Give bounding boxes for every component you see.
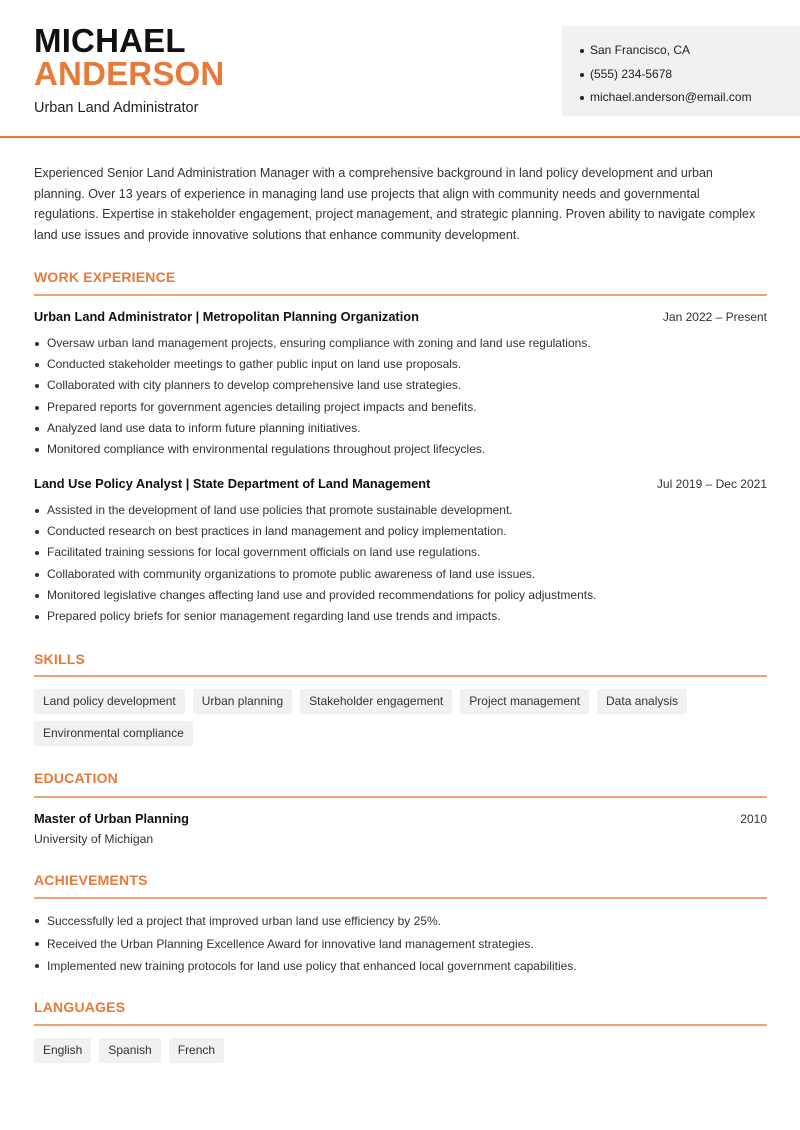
job-role: Land Use Policy Analyst | State Department of Land Management [34, 476, 431, 491]
resume-header [0, 0, 800, 138]
achievement-bullets [34, 910, 767, 978]
contact-phone: (555) 234-5678 [580, 63, 752, 87]
list-item: Received the Urban Planning Excellence Award for innovative land management strategies. [34, 933, 767, 956]
skill-chip: Environmental compliance [34, 721, 193, 746]
section-title-achievements: ACHIEVEMENTS [34, 872, 148, 888]
language-chips [34, 1038, 767, 1063]
section-title-languages: LANGUAGES [34, 999, 126, 1015]
section-title-skills: SKILLS [34, 651, 85, 667]
last-name: ANDERSON [34, 55, 225, 92]
job-dates: Jan 2022 – Present [662, 310, 767, 324]
list-item: Monitored compliance with environmental regulations throughout project lifecycles. [34, 439, 767, 460]
list-item: Implemented new training protocols for land use policy that enhanced local government capabilities. [34, 955, 767, 978]
contact-email: michael.anderson@email.com [580, 86, 752, 110]
job-bullets [34, 333, 767, 460]
language-chip: Spanish [99, 1038, 160, 1063]
job-entry-header [34, 475, 767, 493]
language-chip: French [169, 1038, 224, 1063]
professional-summary: Experienced Senior Land Administration Manager with a comprehensive background in land policy development and urban planning. Over 13 years of experience in managing land use projects that align with community needs and governmental regulations. Expertise in stakeholder engagement, project management, and strategic planning. Proven ability to navigate complex land use issues and provide innovative solutions that enhance community development. [34, 166, 756, 243]
contact-box [562, 26, 800, 116]
first-name: MICHAEL [34, 22, 186, 59]
list-item: Facilitated training sessions for local government officials on land use regulations. [34, 542, 767, 563]
section-title-education: EDUCATION [34, 770, 118, 786]
section-divider [34, 897, 767, 899]
education-year: 2010 [740, 812, 767, 826]
list-item: Conducted stakeholder meetings to gather public input on land use proposals. [34, 354, 767, 375]
language-chip: English [34, 1038, 91, 1063]
education-school: University of Michigan [34, 832, 154, 846]
list-item: Collaborated with city planners to develop comprehensive land use strategies. [34, 375, 767, 396]
section-divider [34, 1024, 767, 1026]
list-item: Prepared reports for government agencies detailing project impacts and benefits. [34, 397, 767, 418]
skill-chip: Stakeholder engagement [300, 689, 452, 714]
job-dates: Jul 2019 – Dec 2021 [656, 477, 767, 491]
list-item: Assisted in the development of land use policies that promote sustainable development. [34, 500, 767, 521]
job-entry-header [34, 308, 767, 326]
section-divider [34, 294, 767, 296]
contact-list [580, 39, 752, 110]
education-entry-header [34, 810, 767, 828]
skill-chip: Data analysis [597, 689, 687, 714]
section-divider [34, 796, 767, 798]
list-item: Collaborated with community organizations to promote public awareness of land use issues. [34, 564, 767, 585]
skill-chip: Land policy development [34, 689, 185, 714]
job-title: Urban Land Administrator [34, 100, 199, 116]
skill-chip: Project management [460, 689, 589, 714]
list-item: Conducted research on best practices in land management and policy implementation. [34, 521, 767, 542]
list-item: Successfully led a project that improved urban land use efficiency by 25%. [34, 910, 767, 933]
skill-chip: Urban planning [193, 689, 292, 714]
list-item: Analyzed land use data to inform future planning initiatives. [34, 418, 767, 439]
section-title-work-experience: WORK EXPERIENCE [34, 269, 176, 285]
education-degree: Master of Urban Planning [34, 811, 189, 826]
list-item: Prepared policy briefs for senior management regarding land use trends and impacts. [34, 606, 767, 627]
list-item: Oversaw urban land management projects, ensuring compliance with zoning and land use regulations. [34, 333, 767, 354]
job-bullets [34, 500, 767, 627]
job-role: Urban Land Administrator | Metropolitan Planning Organization [34, 309, 419, 324]
list-item: Monitored legislative changes affecting land use and provided recommendations for policy adjustments. [34, 585, 767, 606]
skills-chips [34, 689, 767, 746]
contact-location: San Francisco, CA [580, 39, 752, 63]
section-divider [34, 675, 767, 677]
